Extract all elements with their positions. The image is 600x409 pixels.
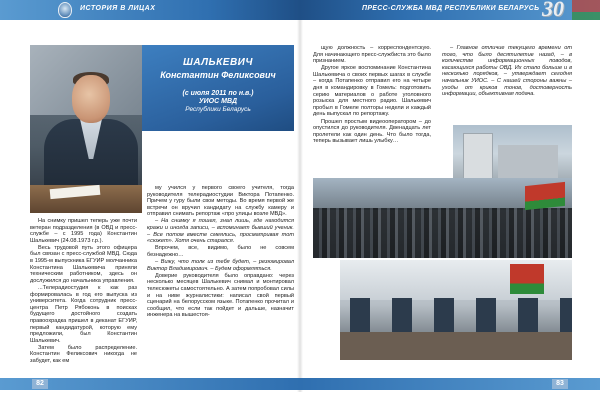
article-column-3: [313, 45, 431, 175]
paragraph-quote: – Главное отличие текущего времени от того, что было десятилетие назад, – в количестве информационных поводов, касающихся работы ОВД. Их стало больше и в несколько порядков, – утверждает сегодня начальник УИОС. – С нашей стороны важны – уходы от криков тонов, достоверность информации, объективная подача.: [442, 45, 572, 98]
paragraph: Другое яркое воспоминание Константина Шалькевича о своих первых шагах в службе – когда Потапенко отправил его на четыре дня в командировку в Гомель: подготовить серию материалов о работе уголовного розыска для местного радио. Шалькевич пробыл в Гомеле полторы недели и каждый день выпускал по репортажу.: [313, 65, 431, 118]
paragraph: Впрочем, все, видимо, было не совсем безнадежно…: [147, 245, 294, 258]
flag-ribbon-icon: [572, 0, 600, 20]
paragraph: щую должность – корреспондентскую. Для начинающего пресс-службиста это было признанием.: [313, 45, 431, 65]
article-column-1: [30, 218, 137, 383]
portrait-photo: [30, 45, 142, 213]
running-title: ПРЕСС-СЛУЖБА МВД РЕСПУБЛИКИ БЕЛАРУСЬ: [362, 5, 540, 12]
crowd-photo: [313, 178, 572, 258]
police-emblem-icon: [58, 2, 72, 18]
profile-unit: УИОС МВД: [198, 98, 238, 105]
anniversary-number: 30: [542, 0, 564, 21]
page-number-left: 82: [32, 379, 48, 389]
profile-country: Республики Беларусь: [185, 106, 251, 113]
paragraph: Весь трудовой путь этого офицера был связан с пресс-службой МВД. Сюда в 1995-м выпускника ЕГУИР молчанника Константина Шалькевича приняли техническим работником, здесь он дослужился до начальника управления.: [30, 244, 137, 284]
profile-given-name: Константин Феликсович: [160, 70, 276, 80]
meeting-photo: [340, 260, 572, 360]
profile-surname: ШАЛЬКЕВИЧ: [183, 57, 253, 68]
paragraph-quote: – На снимку я пошел, знал лишь, где находится кражи и иногда записи, – вспоминает бывший ученик. – Все потом вместе смеялись, просматривая тот «сюжет». Хотя очень старался.: [147, 218, 294, 245]
header-left-band: [0, 0, 300, 20]
paragraph: ...Телерадиостудия к как раз формировалась в год его выпуска из университета. Когда сотрудник пресс-центра Петр Рябоконь в поисках будущего достойного создать правоохрадка пришел в деканат ЕГУИР, первый кандидатурой, которую ему предложили, был Константин Шалькевич.: [30, 284, 137, 344]
paragraph: Прошел простым видеооператором – до опустился до руководителя. Двенадцать лет пролетели как один день. Что было тогда, теперь вызывает лишь улыбку…: [313, 118, 431, 145]
profile-title-box: [142, 45, 294, 131]
paragraph: му учился у первого своего учителя, тогда руководителя телерадиостудии Виктора Потапенко. Причем у гуру были свои методы. Во время первой же встречи он вручил кандидату на службу камеру и отправил снимать репортаж «про улицы возле МВД».: [147, 185, 294, 218]
profile-period: (с июля 2011 по н.в.): [182, 90, 254, 97]
flag-icon: [510, 264, 544, 294]
article-column-4: [442, 45, 572, 135]
section-title: ИСТОРИЯ В ЛИЦАХ: [80, 5, 156, 12]
page-spine: [297, 20, 303, 392]
flag-icon: [525, 182, 565, 210]
article-column-2: [147, 185, 294, 385]
page-number-right: 83: [552, 379, 568, 389]
header-right-band: [300, 0, 600, 20]
paragraph: На снимку пришел теперь уже почти ветеран подразделения (в ОВД и пресс-службе – с 1995 года) Константин Шалькевич (24.08.1973 г.р.).: [30, 218, 137, 244]
paragraph: Затем было распределение. Константин Феликсович никогда не забудет, как ем: [30, 344, 137, 364]
paragraph: Доверие руководителя было оправдано: через несколько месяцев Шалькевич снимал и монтировал телесюжеты самостоятельно. А затем попробовал силы и на ниве журналистики: написал свой первый сценарий на белорусском языке. Потапенко прочитал и сообщил, что если так пойдет и дальше, назначит инженера на вышестоя-: [147, 272, 294, 319]
paragraph-quote: – Вижу, что толк из тебя будет, – резюмировал Виктор Владимирович. – Будем оформляться.: [147, 259, 294, 272]
